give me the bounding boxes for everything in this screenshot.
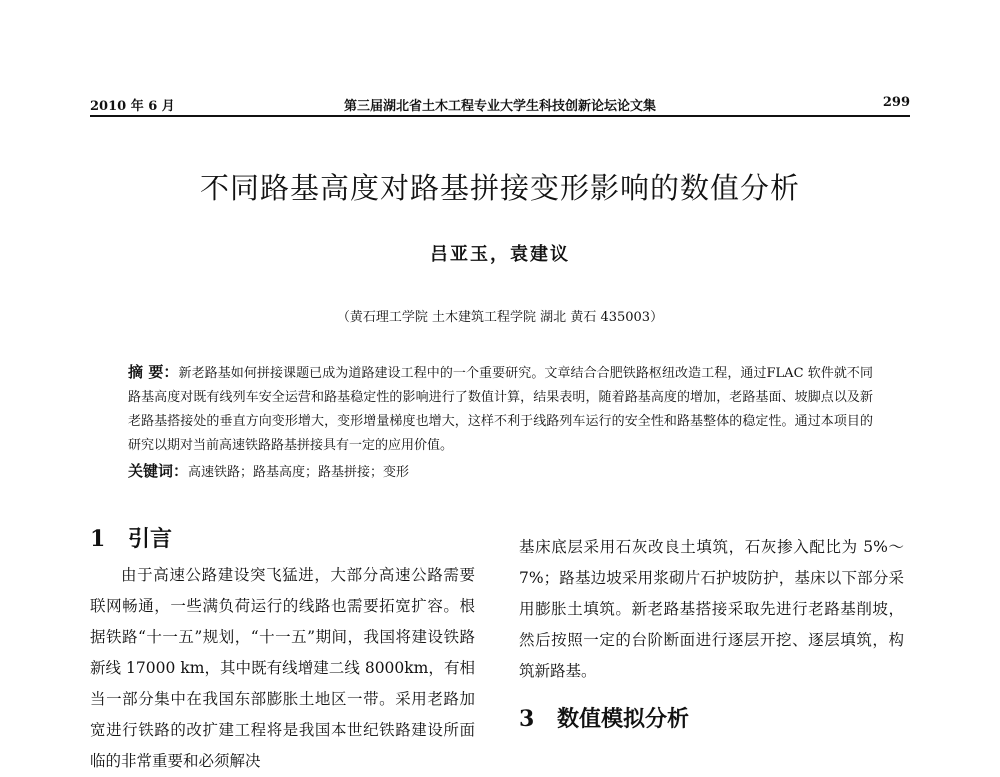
paper-affiliation: （黄石理工学院 土木建筑工程学院 湖北 黄石 435003） [336, 310, 664, 325]
section-1-title: 引言 [128, 526, 173, 552]
abstract [128, 360, 873, 458]
abstract-label: 摘 要： [128, 363, 179, 381]
keywords-text: 高速铁路；路基高度；路基拼接；变形 [188, 465, 410, 480]
paper-title: 不同路基高度对路基拼接变形影响的数值分析 [199, 171, 800, 205]
section-1-paragraph: 由于高速公路建设突飞猛进，大部分高速公路需要联网畅通，一些满负荷运行的线路也需要拓宽扩容。根据铁路“十一五”规划，“十一五”期间，我国将建设铁路新线 17000 km，其中既有线增建二线 8000km，有相当一部分集中在我国东部膨胀土地区一带。采用老路加宽进行铁路的改扩建工程将是我国本世纪铁路建设所面临的非常重要和必须解决 [90, 566, 475, 770]
abstract-text: 新老路基如何拼接课题已成为道路建设工程中的一个重要研究。文章结合合肥铁路枢纽改造工程，通过FLAC 软件就不同路基高度对既有线列车安全运营和路基稳定性的影响进行了数值计算，结果表明，随着路基高度的增加，老路基面、坡脚点以及新老路基搭接处的垂直方向变形增大，变形增量梯度也增大，这样不利于线路列车运行的安全性和路基整体的稳定性。通过本项目的研究以期对当前高速铁路路基拼接具有一定的应用价值。 [128, 366, 873, 453]
section-1-number: 1 [90, 526, 106, 552]
section-3-number: 3 [519, 706, 535, 732]
left-column [90, 560, 475, 777]
running-header [90, 93, 910, 117]
keywords [128, 460, 873, 484]
right-column [519, 532, 904, 687]
paper-authors: 吕亚玉，袁建议 [430, 244, 570, 265]
keywords-label: 关键词： [128, 462, 189, 480]
section-1-heading [90, 522, 172, 553]
header-journal: 第三届湖北省土木工程专业大学生科技创新论坛论文集 [343, 99, 656, 114]
section-3-heading [519, 702, 689, 733]
header-date: 2010 年 6 月 [90, 99, 175, 114]
right-column-paragraph: 基床底层采用石灰改良土填筑，石灰掺入配比为 5%～7%；路基边坡采用浆砌片石护坡防护，基床以下部分采用膨胀土填筑。新老路基搭接采取先进行老路基削坡，然后按照一定的台阶断面进行逐层开挖、逐层填筑，构筑新路基。 [519, 538, 904, 680]
section-3-title: 数值模拟分析 [557, 706, 690, 732]
header-page-number: 299 [882, 95, 910, 110]
